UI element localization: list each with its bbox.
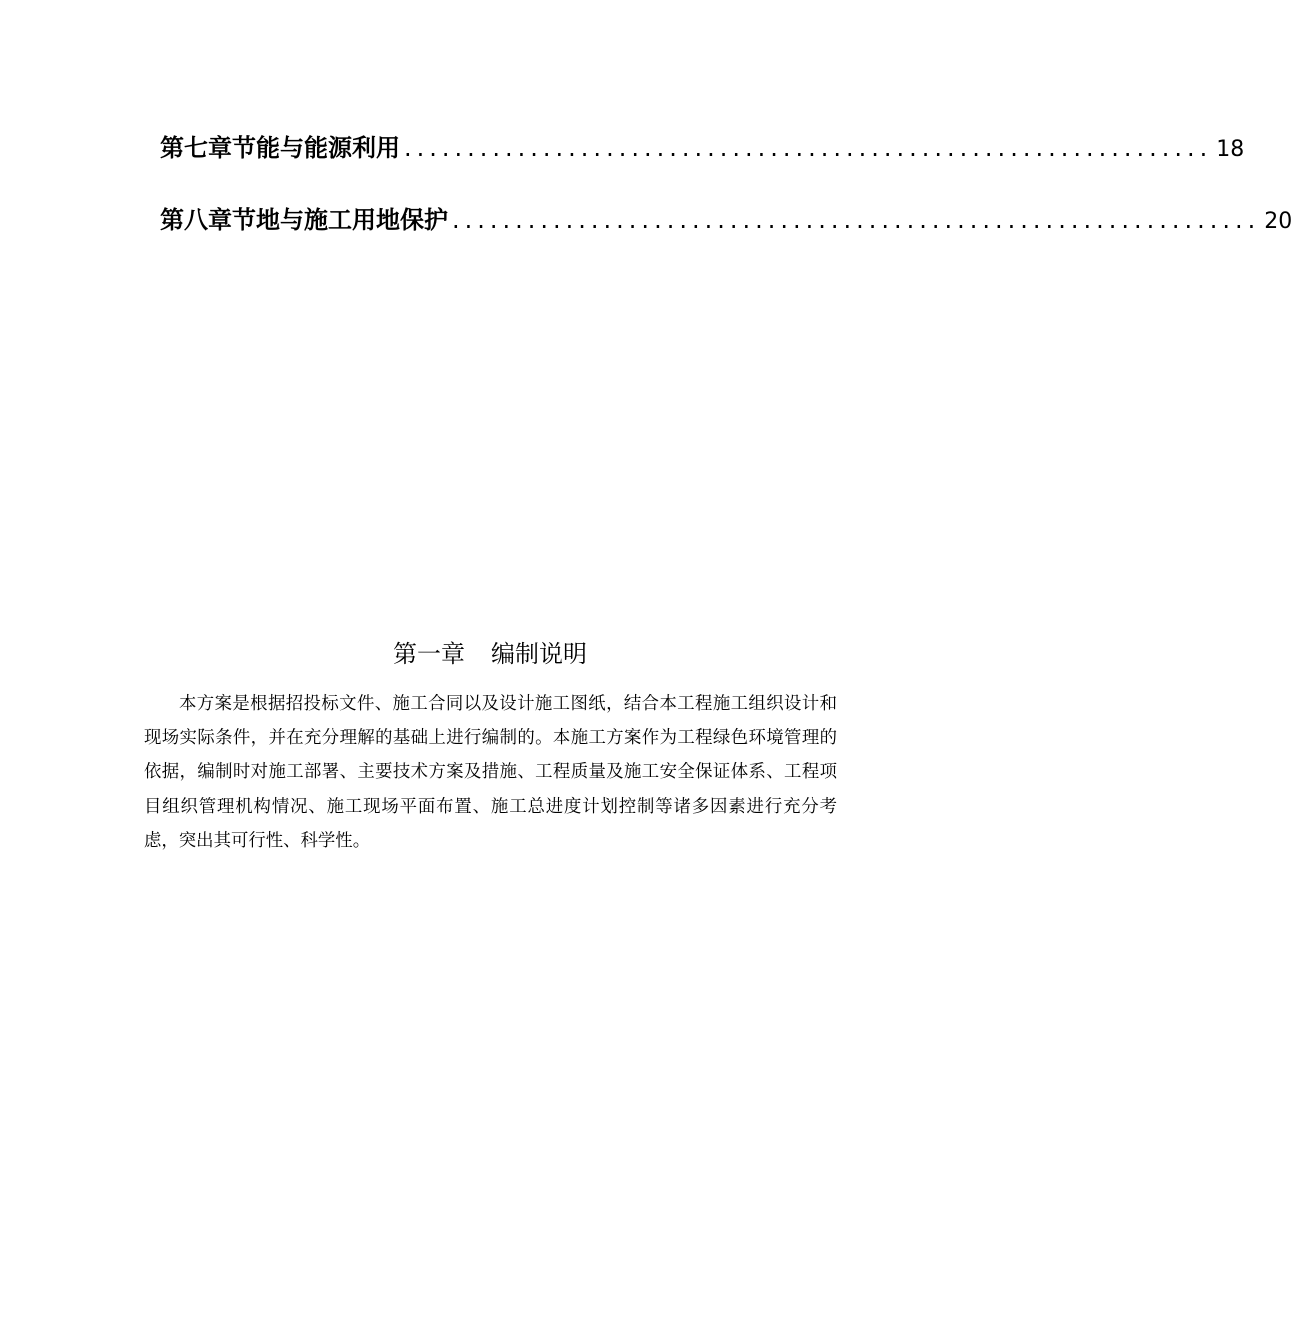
toc-page-number: 20 xyxy=(1264,209,1292,234)
toc-entry-chapter-7[interactable] xyxy=(160,128,1245,170)
chapter-heading xyxy=(0,634,980,669)
chapter-title: 编制说明 xyxy=(491,639,587,668)
toc-chapter-label: 第七章 xyxy=(160,134,232,162)
body-paragraph: 本方案是根据招投标文件、施工合同以及设计施工图纸，结合本工程施工组织设计和现场实际条件，并在充分理解的基础上进行编制的。本施工方案作为工程绿色环境管理的依据，编制时对施工部署、主要技术方案及措施、工程质量及施工安全保证体系、工程项目组织管理机构情况、施工现场平面布置、施工总进度计划控制等诸多因素进行充分考虑，突出其可行性、科学性。 xyxy=(144,694,837,851)
table-of-contents xyxy=(160,128,1292,272)
toc-entry-chapter-8[interactable] xyxy=(160,200,1292,242)
toc-entry-title: 节能与能源利用 xyxy=(232,134,400,162)
toc-entry-title: 节地与施工用地保护 xyxy=(232,206,448,234)
toc-dot-leader: ................................................................ xyxy=(452,206,1261,234)
toc-dot-leader: ................................................................ xyxy=(404,134,1213,162)
toc-page-number: 18 xyxy=(1216,137,1245,162)
toc-chapter-label: 第八章 xyxy=(160,206,232,234)
chapter-label: 第一章 xyxy=(393,639,465,668)
